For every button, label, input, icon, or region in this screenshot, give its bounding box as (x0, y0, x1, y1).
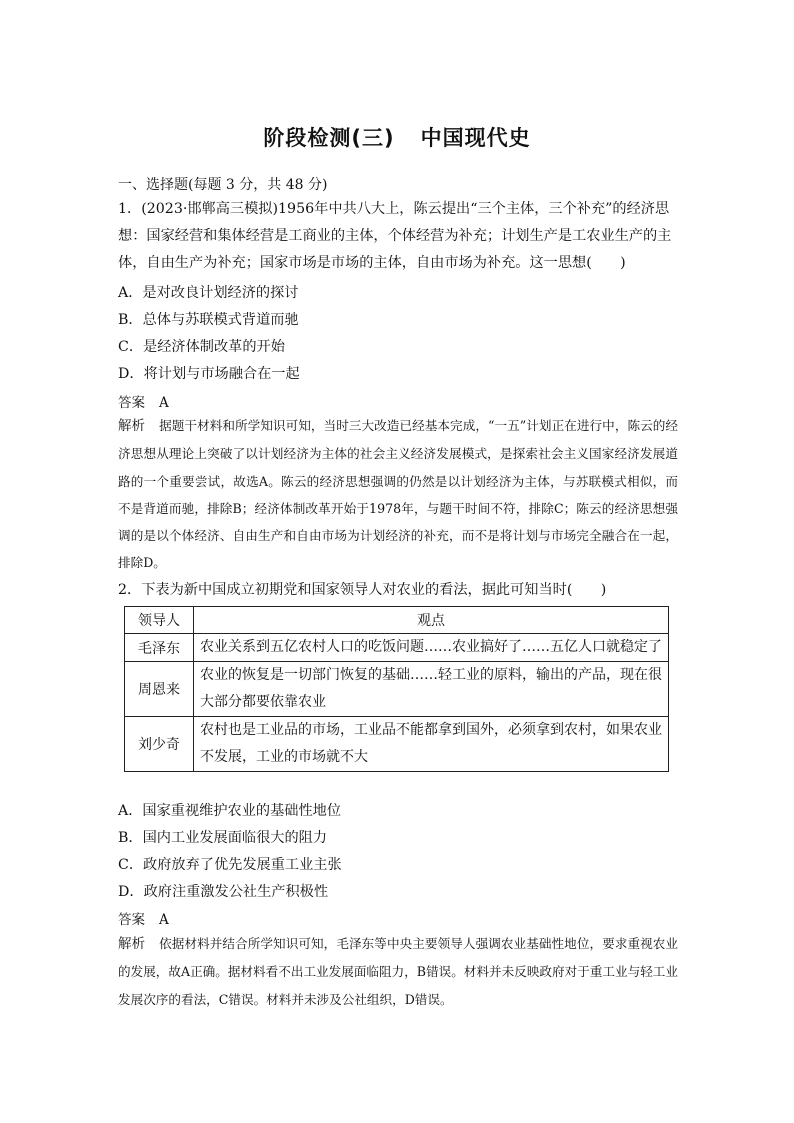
title-sub: 中国现代史 (420, 126, 531, 150)
answer-value: A (159, 395, 169, 411)
question-2-option-a: A．国家重视维护农业的基础性地位 (118, 803, 342, 819)
leaders-views-table (124, 606, 669, 772)
question-1-option-b: B．总体与苏联模式背道而驰 (118, 312, 299, 328)
table-cell-leader: 毛泽东 (125, 634, 194, 662)
question-2-option-d: D．政府注重激发公社生产积极性 (118, 884, 329, 900)
question-1-option-d: D．将计划与市场融合在一起 (118, 366, 300, 382)
page-title (0, 122, 794, 152)
table-row (125, 634, 669, 662)
explanation-label: 解析 (118, 418, 146, 434)
question-1-option-c: C．是经济体制改革的开始 (118, 339, 285, 355)
table-header-leader: 领导人 (125, 607, 194, 634)
title-main: 阶段检测(三) (263, 126, 395, 150)
answer-label: 答案 (118, 395, 145, 411)
section-heading: 一、选择题(每题 3 分，共 48 分) (118, 177, 328, 193)
table-row (125, 662, 669, 717)
table-header-view: 观点 (194, 607, 669, 634)
question-2-option-b: B．国内工业发展面临很大的阻力 (118, 830, 328, 846)
question-1-option-a: A．是对改良计划经济的探讨 (118, 285, 299, 301)
question-2-option-c: C．政府放弃了优先发展重工业主张 (118, 857, 342, 873)
question-1-explanation (118, 412, 678, 577)
explanation-text: 据题干材料和所学知识可知，当时三大改造已经基本完成，“一五”计划正在进行中，陈云的经济思想从理论上突破了以计划经济为主体的社会主义经济发展模式，是探索社会主义国家经济发展道路的一个重要尝试，故选A。陈云的经济思想强调的仍然是以计划经济为主体，与苏联模式相似，而不是背道而驰，排除B；经济体制改革开始于1978年，与题干时间不符，排除C；陈云的经济思想强调的是以个体经济、自由生产和自由市场为计划经济的补充，而不是将计划与市场完全融合在一起，排除D。 (118, 418, 679, 571)
table-cell-view: 农村也是工业品的市场，工业品不能都拿到国外，必须拿到农村，如果农业不发展，工业的市场就不大 (194, 717, 669, 772)
question-2-answer (118, 908, 169, 928)
table-cell-view: 农业的恢复是一切部门恢复的基础……轻工业的原料，输出的产品，现在很大部分都要依靠农业 (194, 662, 669, 717)
explanation-text: 依据材料并结合所学知识可知，毛泽东等中央主要领导人强调农业基础性地位，要求重视农业的发展，故A正确。据材料看不出工业发展面临阻力，B错误。材料并未反映政府对于重工业与轻工业发展次序的看法，C错误。材料并未涉及公社组织，D错误。 (118, 936, 679, 1007)
table-row (125, 717, 669, 772)
explanation-label: 解析 (118, 936, 146, 952)
table-cell-leader: 刘少奇 (125, 717, 194, 772)
question-2-stem: 2．下表为新中国成立初期党和国家领导人对农业的看法，据此可知当时( ) (118, 582, 607, 598)
question-1-stem: 1．(2023·邯郸高三模拟)1956年中共八大上，陈云提出“三个主体，三个补充”的经济思想：国家经营和集体经营是工商业的主体，个体经营为补充；计划生产是工农业生产的主体，自由生产为补充；国家市场是市场的主体，自由市场为补充。这一思想( ) (118, 201, 672, 271)
answer-label: 答案 (118, 912, 145, 928)
question-1-answer (118, 391, 169, 411)
question-2-explanation (118, 930, 678, 1013)
table-cell-leader: 周恩来 (125, 662, 194, 717)
answer-value: A (159, 912, 169, 928)
table-cell-view: 农业关系到五亿农村人口的吃饭问题……农业搞好了……五亿人口就稳定了 (194, 634, 669, 662)
table-header-row (125, 607, 669, 634)
